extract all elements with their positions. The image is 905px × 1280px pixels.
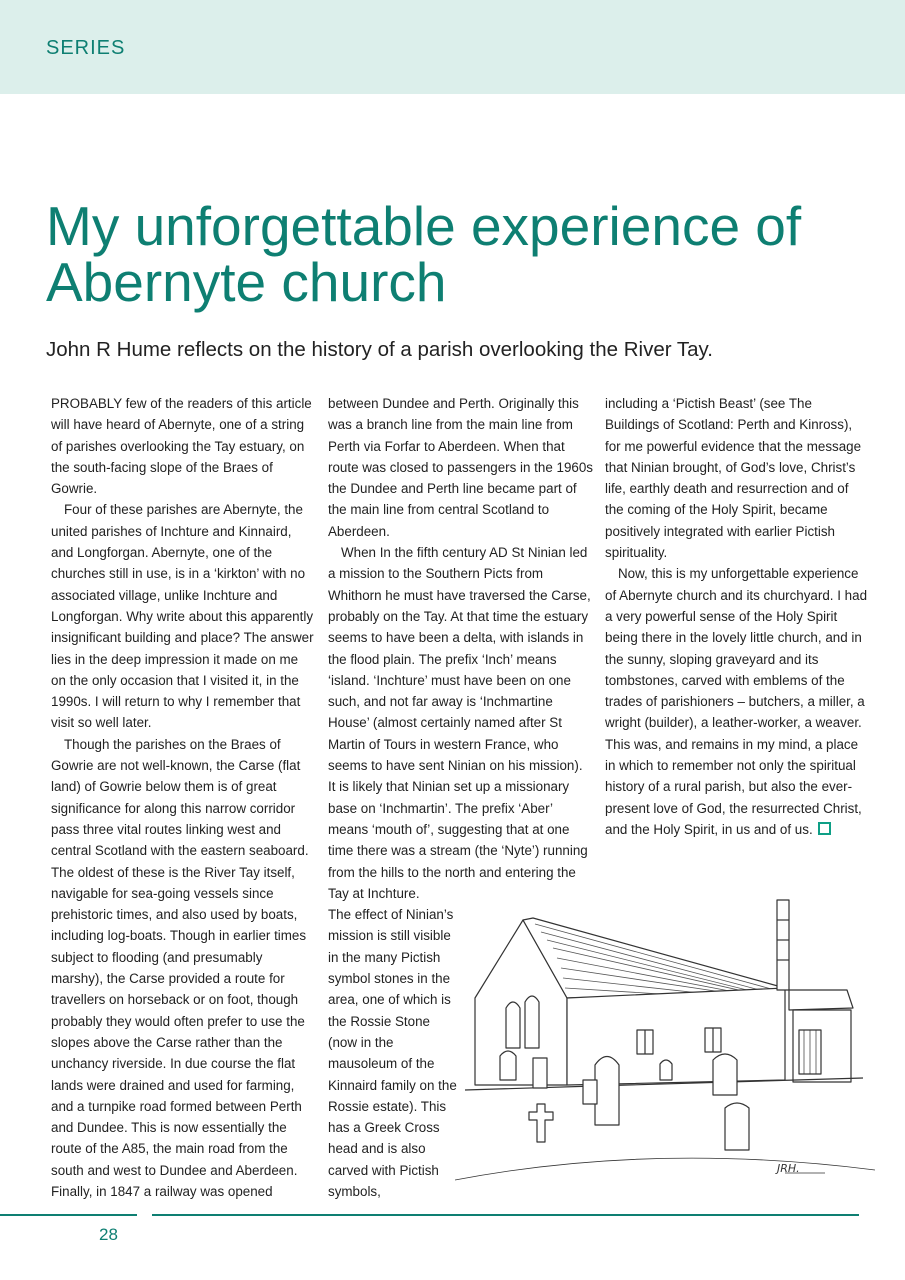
paragraph: Four of these parishes are Abernyte, the united parishes of Inchture and Kinnaird, and Longforgan. Abernyte, one of the churches still in use, is in a ‘kirkton’ with no associated village, unlike Inchture and Longforgan. Why write about this apparently insignificant building and place? The answer lies in the deep impression it made on me on the only occasion that I visited it, in the 1990s. I will return to why I remember that visit so well later. (51, 502, 314, 731)
bellcote (777, 900, 789, 990)
paragraph-text: Now, this is my unforgettable experience of Abernyte church and its churchyard. I had a very powerful sense of the Holy Spirit being there in the lovely little church, and in the sunny, sloping graveyard and its tombstones, carved with emblems of the trades of parishioners – butchers, a miller, a wright (builder), a leather-worker, a weaver. This was, and remains in my mind, a place in which to remember not only the spiritual history of a rural parish, but also the ever-present love of God, the resurrected Christ, and the Holy Spirit, in us and of us. (605, 566, 868, 837)
header-band (0, 0, 905, 94)
end-of-article-icon (818, 822, 831, 835)
illustration-signature: JRH. (777, 1162, 800, 1175)
gravestone (583, 1080, 597, 1104)
gravestone (500, 1051, 516, 1080)
article-title (46, 195, 866, 313)
footer-rule-left (0, 1214, 137, 1216)
text-column-1 (51, 393, 315, 1202)
footer-rule-right (152, 1214, 859, 1216)
text-column-3 (605, 393, 869, 840)
paragraph: When In the fifth century AD St Ninian led a mission to the Southern Picts from Whithorn he must have traversed the Carse, probably on the Tay. At that time the estuary seems to have been a delta, with islands in the flood plain. The prefix ‘Inch’ means ‘island. ‘Inchture’ must have been on one such, and not far away is ‘Inchmartine House’ (almost certainly named after St Martin of Tours in western France, who seems to have sent Ninian on his mission). It is likely that Ninian set up a missionary base on ‘Inchmartin’. The prefix ‘Aber’ means ‘mouth of’, suggesting that at one time there was a stream (the ‘Nyte’) running from the hills to the north and entering the Tay at Inchture. (328, 545, 591, 901)
section-label: SERIES (46, 37, 126, 59)
paragraph: between Dundee and Perth. Originally this was a branch line from the main line from Perth via Forfar to Aberdeen. When that route was closed to passengers in the 1960s the Dundee and Perth line became part of the main line from central Scotland to Aberdeen. (328, 396, 594, 539)
paragraph: The effect of Ninian’s mission is still visible in the many Pictish symbol stones in the area, one of which is the Rossie Stone (now in the mausoleum of the Kinnaird family on the Rossie estate). This has a Greek Cross head and is also carved with Pictish symbols, (328, 907, 457, 1199)
article-standfirst: John R Hume reflects on the history of a parish overlooking the River Tay. (46, 338, 713, 361)
gravestone (595, 1057, 619, 1126)
article-title-line-2: Abernyte church (46, 251, 447, 313)
gravestone (660, 1060, 672, 1080)
paragraph: Though the parishes on the Braes of Gowrie are not well-known, the Carse (flat land) of Gowrie below them is of great significance for along this narrow corridor pass three vital routes linking west and central Scotland with the eastern seaboard. The oldest of these is the River Tay itself, navigable for sea-going vessels since prehistoric times, and also used by boats, including log-boats. Though in earlier times subject to flooding (and presumably marshy), the Carse provided a route for travellers on horseback or on foot, though probably they would often prefer to use the slopes above the Carse rather than the unchancy riverside. In due course the flat lands were drained and used for farming, and a turnpike road formed between Perth and Dundee. This is now essentially the route of the A85, the main road from the south and west to Dundee and Aberdeen. Finally, in 1847 a railway was opened (51, 736, 309, 1199)
church-porch (789, 990, 853, 1010)
gravestone (533, 1058, 547, 1088)
article-title-line-1: My unforgettable experience of (46, 195, 802, 257)
page-number: 28 (99, 1225, 118, 1244)
paragraph (605, 563, 869, 840)
gravestone-cross (529, 1104, 553, 1142)
church-illustration (455, 880, 875, 1185)
gravestone (725, 1103, 749, 1150)
paragraph: including a ‘Pictish Beast’ (see The Buildings of Scotland: Perth and Kinross), for me powerful evidence that the message that Ninian brought, of God’s love, Christ’s life, earthly death and resurrection and of the coming of the Holy Spirit, became positively integrated with earlier Pictish spirituality. (605, 396, 862, 561)
gravestone (713, 1054, 737, 1095)
paragraph: PROBABLY few of the readers of this article will have heard of Abernyte, one of a string of parishes overlooking the Tay estuary, on the south-facing slope of the Braes of Gowrie. (51, 396, 312, 497)
